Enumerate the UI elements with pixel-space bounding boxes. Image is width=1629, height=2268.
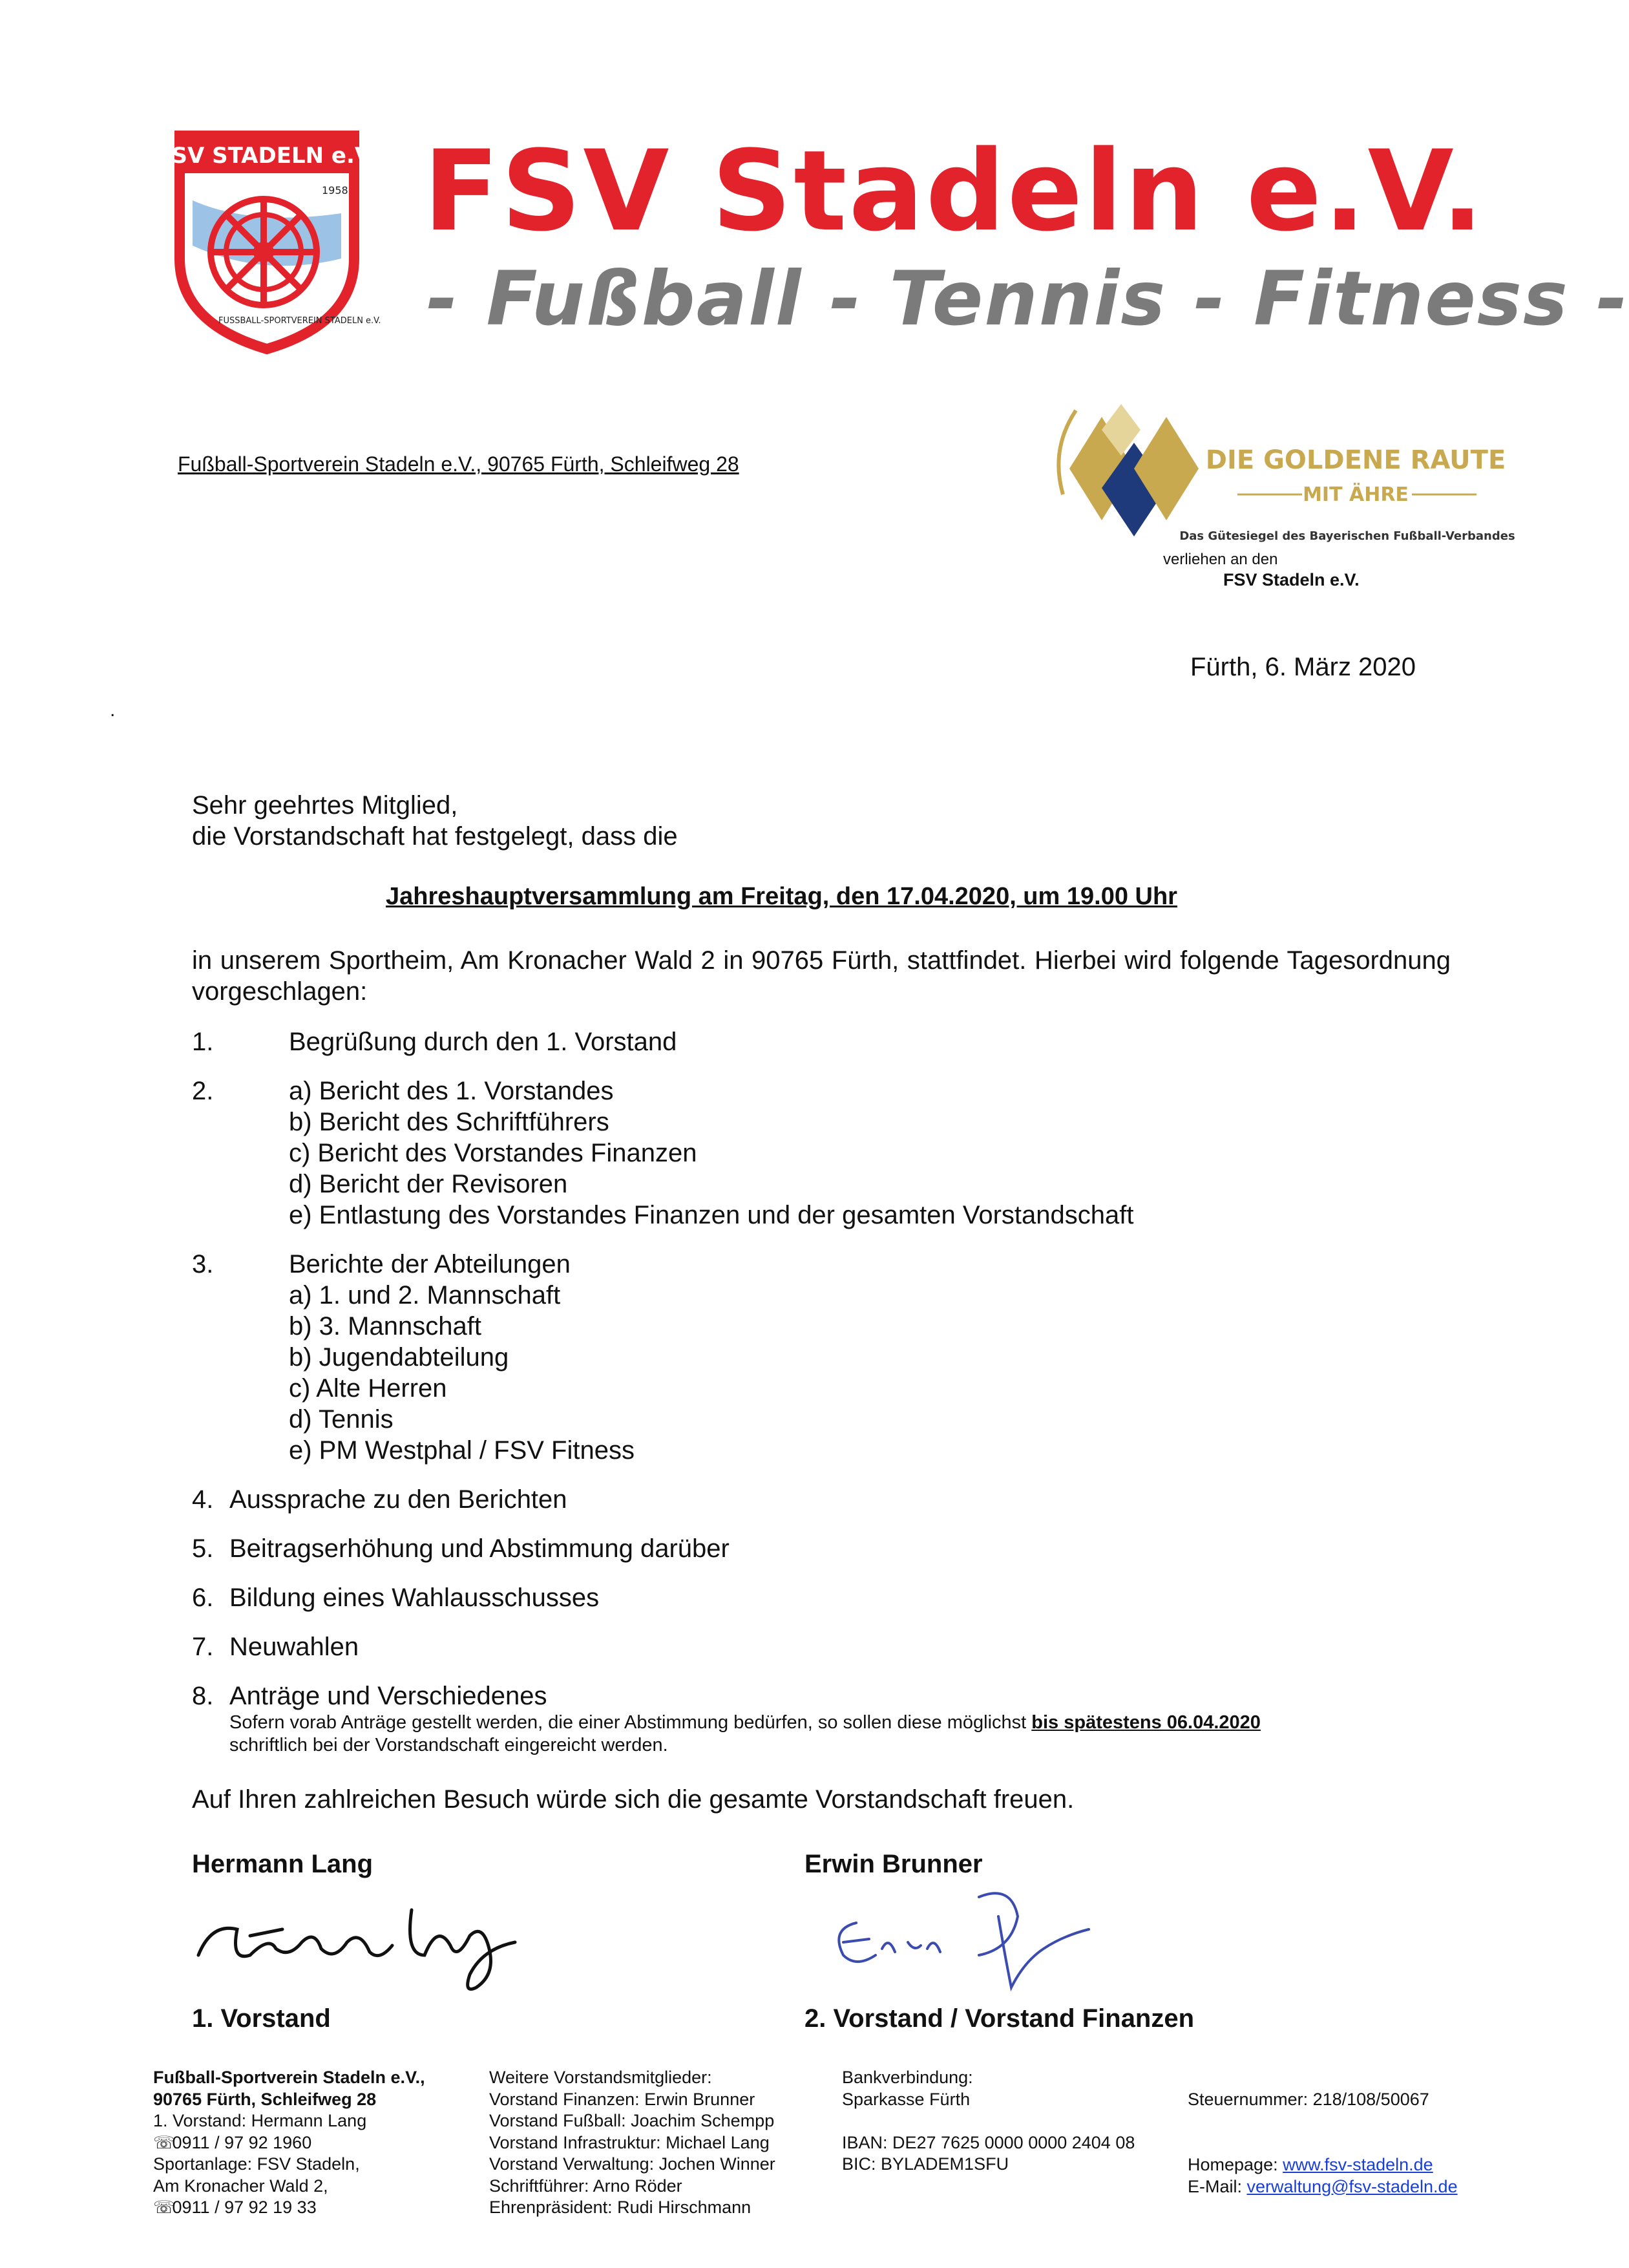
club-crest-logo — [156, 129, 381, 352]
sender-address-line: Fußball-Sportverein Stadeln e.V., 90765 Fürth, Schleifweg 28 — [178, 452, 739, 476]
signature-erwin-brunner — [817, 1878, 1121, 1997]
agenda-note: Sofern vorab Anträge gestellt werden, die einer Abstimmung bedürfen, so sollen diese möglichst bis spätestens 06.04.2020 schriftlich bei der Vorstandschaft eingereicht werden. — [229, 1712, 1261, 1755]
letter-closing: Auf Ihren zahlreichen Besuch würde sich die gesamte Vorstandschaft freuen. — [192, 1785, 1075, 1814]
footer-tax-number: Steuernummer: 218/108/50067 — [1188, 2090, 1429, 2109]
agenda-item: 3. Berichte der Abteilungen a) 1. und 2. Mannschaft b) 3. Mannschaft b) Jugendabteilung c) Alte Herren d) Tennis e) PM Westphal / FSV Fitness — [192, 1250, 635, 1465]
seal-emblem-icon — [1058, 404, 1199, 536]
agenda-item: 8. Anträge und Verschiedenes Sofern vorab Anträge gestellt werden, die einer Abstimmung bedürfen, so sollen diese möglichst bis spätestens 06.04.2020 schriftlich bei der Vorstandschaft eingereicht werden. — [192, 1680, 1452, 1757]
club-subtitle: - Fußball - Tennis - Fitness - — [426, 255, 1629, 343]
seal-subtitle: MIT ÄHRE — [1303, 483, 1409, 506]
signatory-2-role: 2. Vorstand / Vorstand Finanzen — [804, 2004, 1195, 2033]
signatory-1-name: Hermann Lang — [192, 1850, 373, 1878]
salutation: Sehr geehrtes Mitglied, — [192, 791, 458, 820]
homepage-link[interactable]: www.fsv-stadeln.de — [1283, 2155, 1433, 2174]
stray-dot: . — [110, 699, 116, 721]
footer-contact: Homepage: www.fsv-stadeln.de E-Mail: verwaltung@fsv-stadeln.de — [1188, 2155, 1458, 2196]
letter-intro: in unserem Sportheim, Am Kronacher Wald 2 in 90765 Fürth, stattfindet. Hierbei wird folgende Tagesordnung vorgeschlagen: — [192, 946, 1451, 1006]
seal-caption: Das Gütesiegel des Bayerischen Fußball-Verbandes — [1179, 529, 1515, 543]
letter-greeting — [192, 790, 1452, 852]
agenda-item: 4. Aussprache zu den Berichten — [192, 1485, 567, 1514]
email-link[interactable]: verwaltung@fsv-stadeln.de — [1246, 2176, 1458, 2196]
agenda-list — [192, 1026, 1452, 1757]
crest-ring-text: FUSSBALL-SPORTVEREIN STADELN e.V. — [218, 316, 381, 326]
agenda-item: 2. a) Bericht des 1. Vorstandes b) Bericht des Schriftführers c) Bericht des Vorstandes Finanzen d) Bericht der Revisoren e) Entlastung des Vorstandes Finanzen und der gesamten Vorstandschaft — [192, 1077, 1134, 1229]
footer-bank-details: Bankverbindung: Sparkasse Fürth IBAN: DE27 7625 0000 0000 2404 08 BIC: BYLADEM1SFU — [842, 2068, 1135, 2174]
greeting-line-2: die Vorstandschaft hat festgelegt, dass die — [192, 822, 678, 851]
agenda-item: 1. Begrüßung durch den 1. Vorstand — [192, 1028, 677, 1056]
meeting-headline: Jahreshauptversammlung am Freitag, den 17.04.2020, um 19.00 Uhr — [386, 883, 1177, 910]
agenda-item: 7. Neuwahlen — [192, 1633, 359, 1661]
seal-title: DIE GOLDENE RAUTE — [1205, 445, 1506, 475]
club-title: FSV Stadeln e.V. — [423, 126, 1486, 256]
crest-year: 1958 — [322, 184, 348, 196]
signatory-2-name: Erwin Brunner — [804, 1850, 983, 1878]
footer-board-members: Weitere Vorstandsmitglieder: Vorstand Finanzen: Erwin Brunner Vorstand Fußball: Joachim Schempp Vorstand Infrastruktur: Michael Lang Vorstand Verwaltung: Jochen Winner Schriftführer: Arno Röder Ehrenpräsident: Rudi Hirschmann — [489, 2068, 775, 2217]
seal-club-name: FSV Stadeln e.V. — [1223, 570, 1360, 589]
letter-date: Fürth, 6. März 2020 — [1190, 653, 1416, 681]
signature-hermann-lang — [192, 1884, 541, 1997]
footer-club-info: Fußball-Sportverein Stadeln e.V., 90765 Fürth, Schleifweg 28 1. Vorstand: Hermann Lang ☏ 0911 / 97 92 1960 Sportanlage: FSV Stadeln, Am Kronacher Wald 2, ☏ 0911 / 97 92 19 33 — [153, 2067, 425, 2219]
crest-top-text: FSV STADELN e.V. — [156, 143, 377, 169]
agenda-item: 6. Bildung eines Wahlausschusses — [192, 1584, 600, 1612]
agenda-item: 5. Beitragserhöhung und Abstimmung darüber — [192, 1534, 730, 1563]
phone-icon: ☏ — [153, 2132, 175, 2152]
signatory-1-role: 1. Vorstand — [192, 2004, 331, 2033]
seal-awarded-to: verliehen an den — [1163, 551, 1278, 568]
phone-icon: ☏ — [153, 2198, 175, 2217]
